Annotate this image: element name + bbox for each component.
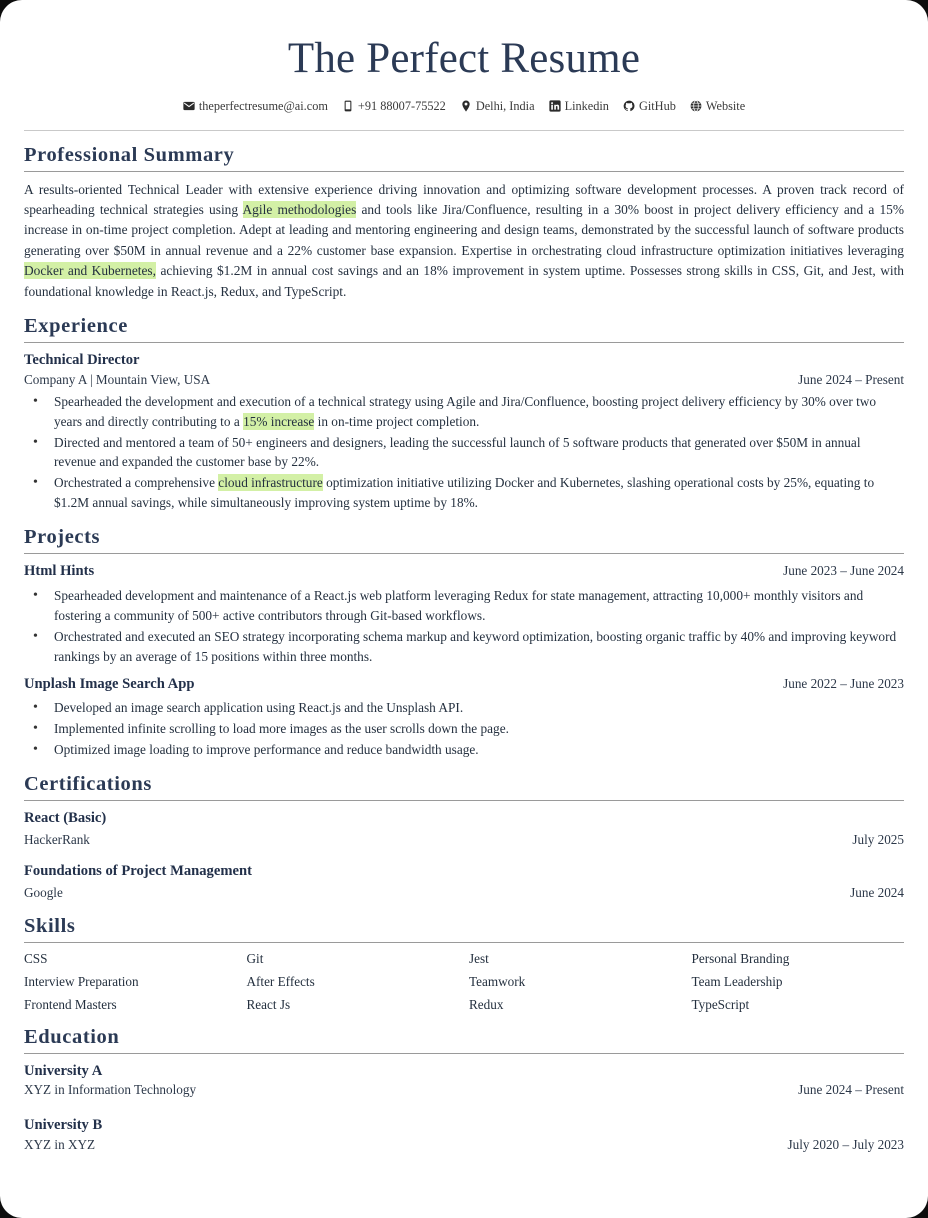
contact-linkedin-label: Linkedin — [564, 98, 609, 113]
section-divider — [24, 942, 904, 943]
education-degree: XYZ in XYZ — [24, 1136, 96, 1152]
location-pin-icon — [460, 100, 472, 112]
section-divider — [24, 342, 904, 343]
project-bullets — [24, 586, 904, 667]
bullet-highlight: 15% increase — [243, 413, 315, 429]
certification-date: July 2025 — [852, 831, 904, 847]
section-divider — [24, 1053, 904, 1054]
list-item: • Spearheaded development and maintenance of a React.js web platform leveraging Redux for state management, attracting 10,000+ monthly visitors and fostering a community of 500+ active contributors through Git-based workflows. — [24, 586, 904, 626]
section-certifications — [24, 773, 904, 900]
skill-item: Git — [246, 950, 264, 966]
job-company: Company A | Mountain View, USA — [24, 371, 211, 387]
contact-email[interactable] — [183, 99, 328, 114]
certification-issuer: Google — [24, 884, 63, 900]
project-entry — [24, 675, 904, 761]
summary-highlight-2: Docker and Kubernetes, — [24, 263, 156, 279]
skill-item: React Js — [246, 996, 291, 1012]
education-entry — [24, 1062, 904, 1099]
skill-item: Interview Preparation — [24, 973, 139, 989]
skill-item: Jest — [469, 950, 489, 966]
envelope-icon — [183, 100, 195, 112]
education-entry — [24, 1116, 904, 1153]
bullet-highlight: cloud infrastructure — [218, 475, 323, 491]
certification-subrow — [24, 885, 904, 901]
education-subrow — [24, 1137, 904, 1153]
education-subrow — [24, 1082, 904, 1098]
section-title-education: Education — [24, 1025, 120, 1048]
job-role: Technical Director — [24, 351, 140, 368]
section-divider — [24, 800, 904, 801]
skill-item: Team Leadership — [691, 973, 783, 989]
page-title: The Perfect Resume — [287, 35, 641, 82]
certification-name: Foundations of Project Management — [24, 862, 252, 879]
contact-github-label: GitHub — [638, 98, 676, 113]
contact-website-label: Website — [705, 98, 746, 113]
certification-subrow — [24, 832, 904, 848]
certification-entry — [24, 809, 904, 848]
list-item: • Developed an image search application using React.js and the Unsplash API. — [24, 698, 904, 718]
list-item — [24, 473, 904, 513]
certification-name: React (Basic) — [24, 810, 107, 827]
skill-item: After Effects — [246, 973, 315, 989]
header-divider — [24, 130, 904, 131]
project-name: Html Hints — [24, 563, 95, 580]
section-divider — [24, 171, 904, 172]
linkedin-icon — [549, 100, 561, 112]
skill-item: Frontend Masters — [24, 996, 117, 1012]
skill-item: Personal Branding — [691, 950, 790, 966]
contact-phone-label: +91 88007-75522 — [357, 98, 446, 113]
section-title-skills: Skills — [24, 914, 76, 937]
section-professional-summary — [24, 144, 904, 302]
project-date: June 2023 – June 2024 — [783, 563, 904, 579]
list-item — [24, 392, 904, 432]
education-school: University A — [24, 1062, 103, 1079]
job-bullets — [24, 392, 904, 514]
contact-website[interactable] — [690, 99, 745, 114]
list-item: • Implemented infinite scrolling to load more images as the user scrolls down the page. — [24, 719, 904, 739]
certification-issuer: HackerRank — [24, 831, 90, 847]
contact-email-label: theperfectresume@ai.com — [198, 98, 328, 113]
bullet-part-1: Directed and mentored a team of 50+ engineers and designers, leading the successful launch of 5 software products that generated over $50M in annual revenue and expanded the customer base by 22%. — [54, 434, 861, 470]
section-education — [24, 1026, 904, 1153]
bullet-part-2: in on-time project completion. — [314, 413, 480, 429]
education-degree: XYZ in Information Technology — [24, 1082, 197, 1098]
contact-linkedin[interactable] — [549, 99, 609, 114]
list-item: • Optimized image loading to improve performance and reduce bandwidth usage. — [24, 740, 904, 760]
project-entry-head — [24, 675, 904, 695]
project-entry — [24, 562, 904, 666]
contact-github[interactable] — [623, 99, 676, 114]
education-date: June 2024 – Present — [798, 1082, 904, 1098]
section-title-summary: Professional Summary — [24, 143, 235, 166]
project-name: Unplash Image Search App — [24, 675, 195, 692]
section-title-experience: Experience — [24, 314, 128, 337]
project-entry-head — [24, 562, 904, 582]
education-school: University B — [24, 1117, 103, 1134]
summary-part-2: and tools like Jira/Confluence, resulting in a 30% boost in project delivery efficiency and a 15% increase in on-time project completion. Adept at leading and mentoring engineering and design teams, demonstrated by the successful launch of software products generating over $50M in annual revenue and a 22% customer base expansion. Expertise in orchestrating cloud infrastructure optimization initiatives leveraging — [24, 202, 905, 258]
github-icon — [623, 100, 635, 112]
project-date: June 2022 – June 2023 — [783, 675, 904, 691]
skills-grid — [24, 951, 904, 1013]
section-title-certifications: Certifications — [24, 773, 152, 796]
summary-text — [24, 180, 904, 302]
certification-date: June 2024 — [850, 884, 904, 900]
experience-entry-subrow — [24, 372, 904, 388]
section-divider — [24, 553, 904, 554]
skill-item: TypeScript — [691, 996, 750, 1012]
skill-item: Redux — [469, 996, 504, 1012]
project-bullets — [24, 698, 904, 760]
summary-part-3: achieving $1.2M in annual cost savings and an 18% improvement in system uptime. Possesses strong skills in CSS, Git, and Jest, with foundational knowledge in React.js, Redux, and TypeScript. — [24, 263, 904, 299]
contact-phone[interactable] — [342, 99, 446, 114]
skill-item: CSS — [24, 950, 48, 966]
summary-highlight-1: Agile methodologies — [242, 202, 357, 218]
bullet-part-2: optimization initiative utilizing Docker and Kubernetes, slashing operational costs by 25%, equating to $1.2M annual savings, while simultaneously improving system uptime by 18%. — [54, 475, 875, 511]
bullet-part-1: Spearheaded the development and execution of a technical strategy using Agile and Jira/Confluence, boosting project delivery efficiency by 30% over two years and directly contributing to a — [54, 393, 877, 429]
contact-location-label: Delhi, India — [475, 98, 535, 113]
job-date: June 2024 – Present — [798, 371, 904, 387]
bullet-part-1: Orchestrated a comprehensive — [54, 475, 219, 491]
contact-row — [24, 99, 904, 114]
education-date: July 2020 – July 2023 — [787, 1136, 904, 1152]
experience-entry-head — [24, 351, 904, 371]
summary-part-1: A results-oriented Technical Leader with extensive experience driving innovation and optimizing software development processes. A proven track record of spearheading technical strategies using — [24, 181, 904, 218]
certification-entry — [24, 862, 904, 901]
section-skills — [24, 915, 904, 1013]
globe-icon — [690, 100, 702, 112]
list-item: • Orchestrated and executed an SEO strategy incorporating schema markup and keyword optimization, boosting organic traffic by 40% and improving keyword rankings by an average of 15 positions within three months. — [24, 627, 904, 667]
section-projects — [24, 526, 904, 760]
experience-entry — [24, 351, 904, 513]
skill-item: Teamwork — [469, 973, 526, 989]
phone-icon — [342, 100, 354, 112]
section-title-projects: Projects — [24, 526, 101, 549]
section-experience — [24, 315, 904, 513]
contact-location[interactable] — [460, 99, 535, 114]
list-item — [24, 433, 904, 473]
